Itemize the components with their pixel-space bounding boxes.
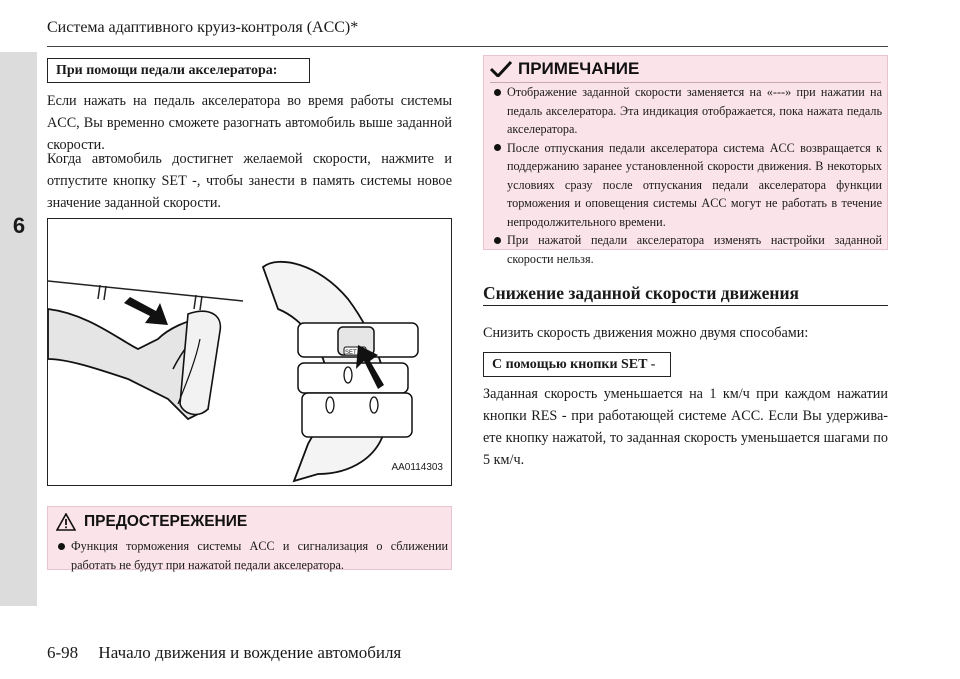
set-button-label: SET xyxy=(345,350,357,356)
note-item: Отображение заданной скорости заменяется на «---» при нажатии на педаль акселератора. Эта индикация отображается, пока нажата педаль акселератора. xyxy=(494,83,882,139)
header-divider xyxy=(47,46,888,47)
footer-chapter-title: Начало движения и вождение автомобиля xyxy=(98,643,402,662)
section-title: Снижение заданной скорости движения xyxy=(483,283,800,303)
note-item: При нажатой педали акселератора изменять настройки заданной скорости нельзя. xyxy=(494,231,882,268)
chapter-side-tab xyxy=(0,52,37,606)
warning-item: Функция торможения системы ACC и сигнализация о сближении работать не будут при нажатой педали акселератора. xyxy=(58,537,448,574)
warning-list xyxy=(58,537,448,574)
chapter-number: 6 xyxy=(12,213,26,238)
steering-wheel-pedal-illustration xyxy=(48,219,451,485)
warning-triangle-icon xyxy=(56,513,76,531)
checkmark-icon xyxy=(490,61,512,77)
page-footer xyxy=(47,643,401,663)
bullet-icon xyxy=(494,237,501,244)
page-number: 6-98 xyxy=(47,643,79,662)
note-title: ПРИМЕЧАНИЕ xyxy=(518,59,640,78)
paragraph-accelerator-1: Если нажать на педаль акселератора во время работы системы ACC, Вы временно сможете разогнать автомобиль выше заданной скорости. xyxy=(47,93,452,153)
illustration-figure xyxy=(47,218,452,486)
paragraph-set-button: Заданная скорость уменьшается на 1 км/ч при каждом нажатии кнопки RES - при работающей системе ACC. Если Вы удерживаете кнопку нажатой, то заданная скорость уменьшается шагами по 5 км/ч. xyxy=(483,386,888,468)
note-title-row xyxy=(490,59,881,79)
bullet-icon xyxy=(494,89,501,96)
note-list xyxy=(494,83,882,268)
warning-box xyxy=(47,506,452,570)
page-header-title: Система адаптивного круиз-контроля (ACC)* xyxy=(47,19,359,36)
note-box xyxy=(483,55,888,266)
section-divider xyxy=(483,305,888,306)
figure-code: AA0114303 xyxy=(391,462,443,473)
warning-title: ПРЕДОСТЕРЕЖЕНИЕ xyxy=(84,513,248,530)
note-item: После отпускания педали акселератора система ACC возвращается к поддержанию заранее установленной скорости движения. В некоторых условиях сразу после отпускания педали акселератора функции торможения и оповещения системы ACC могут не работать в течение непродолжительного времени. xyxy=(494,139,882,232)
bullet-icon xyxy=(494,144,501,151)
bullet-icon xyxy=(58,543,65,550)
paragraph-accelerator-2: Когда автомобиль достигнет желаемой скорости, нажмите и отпустите кнопку SET -, чтобы занести в память системы новое значение заданной скорости. xyxy=(47,151,452,211)
set-button-subheading: С помощью кнопки SET - xyxy=(483,352,671,377)
warning-title-row xyxy=(56,513,247,531)
accelerator-subheading: При помощи педали акселератора: xyxy=(47,58,310,83)
reduce-intro: Снизить скорость движения можно двумя способами: xyxy=(483,325,809,341)
